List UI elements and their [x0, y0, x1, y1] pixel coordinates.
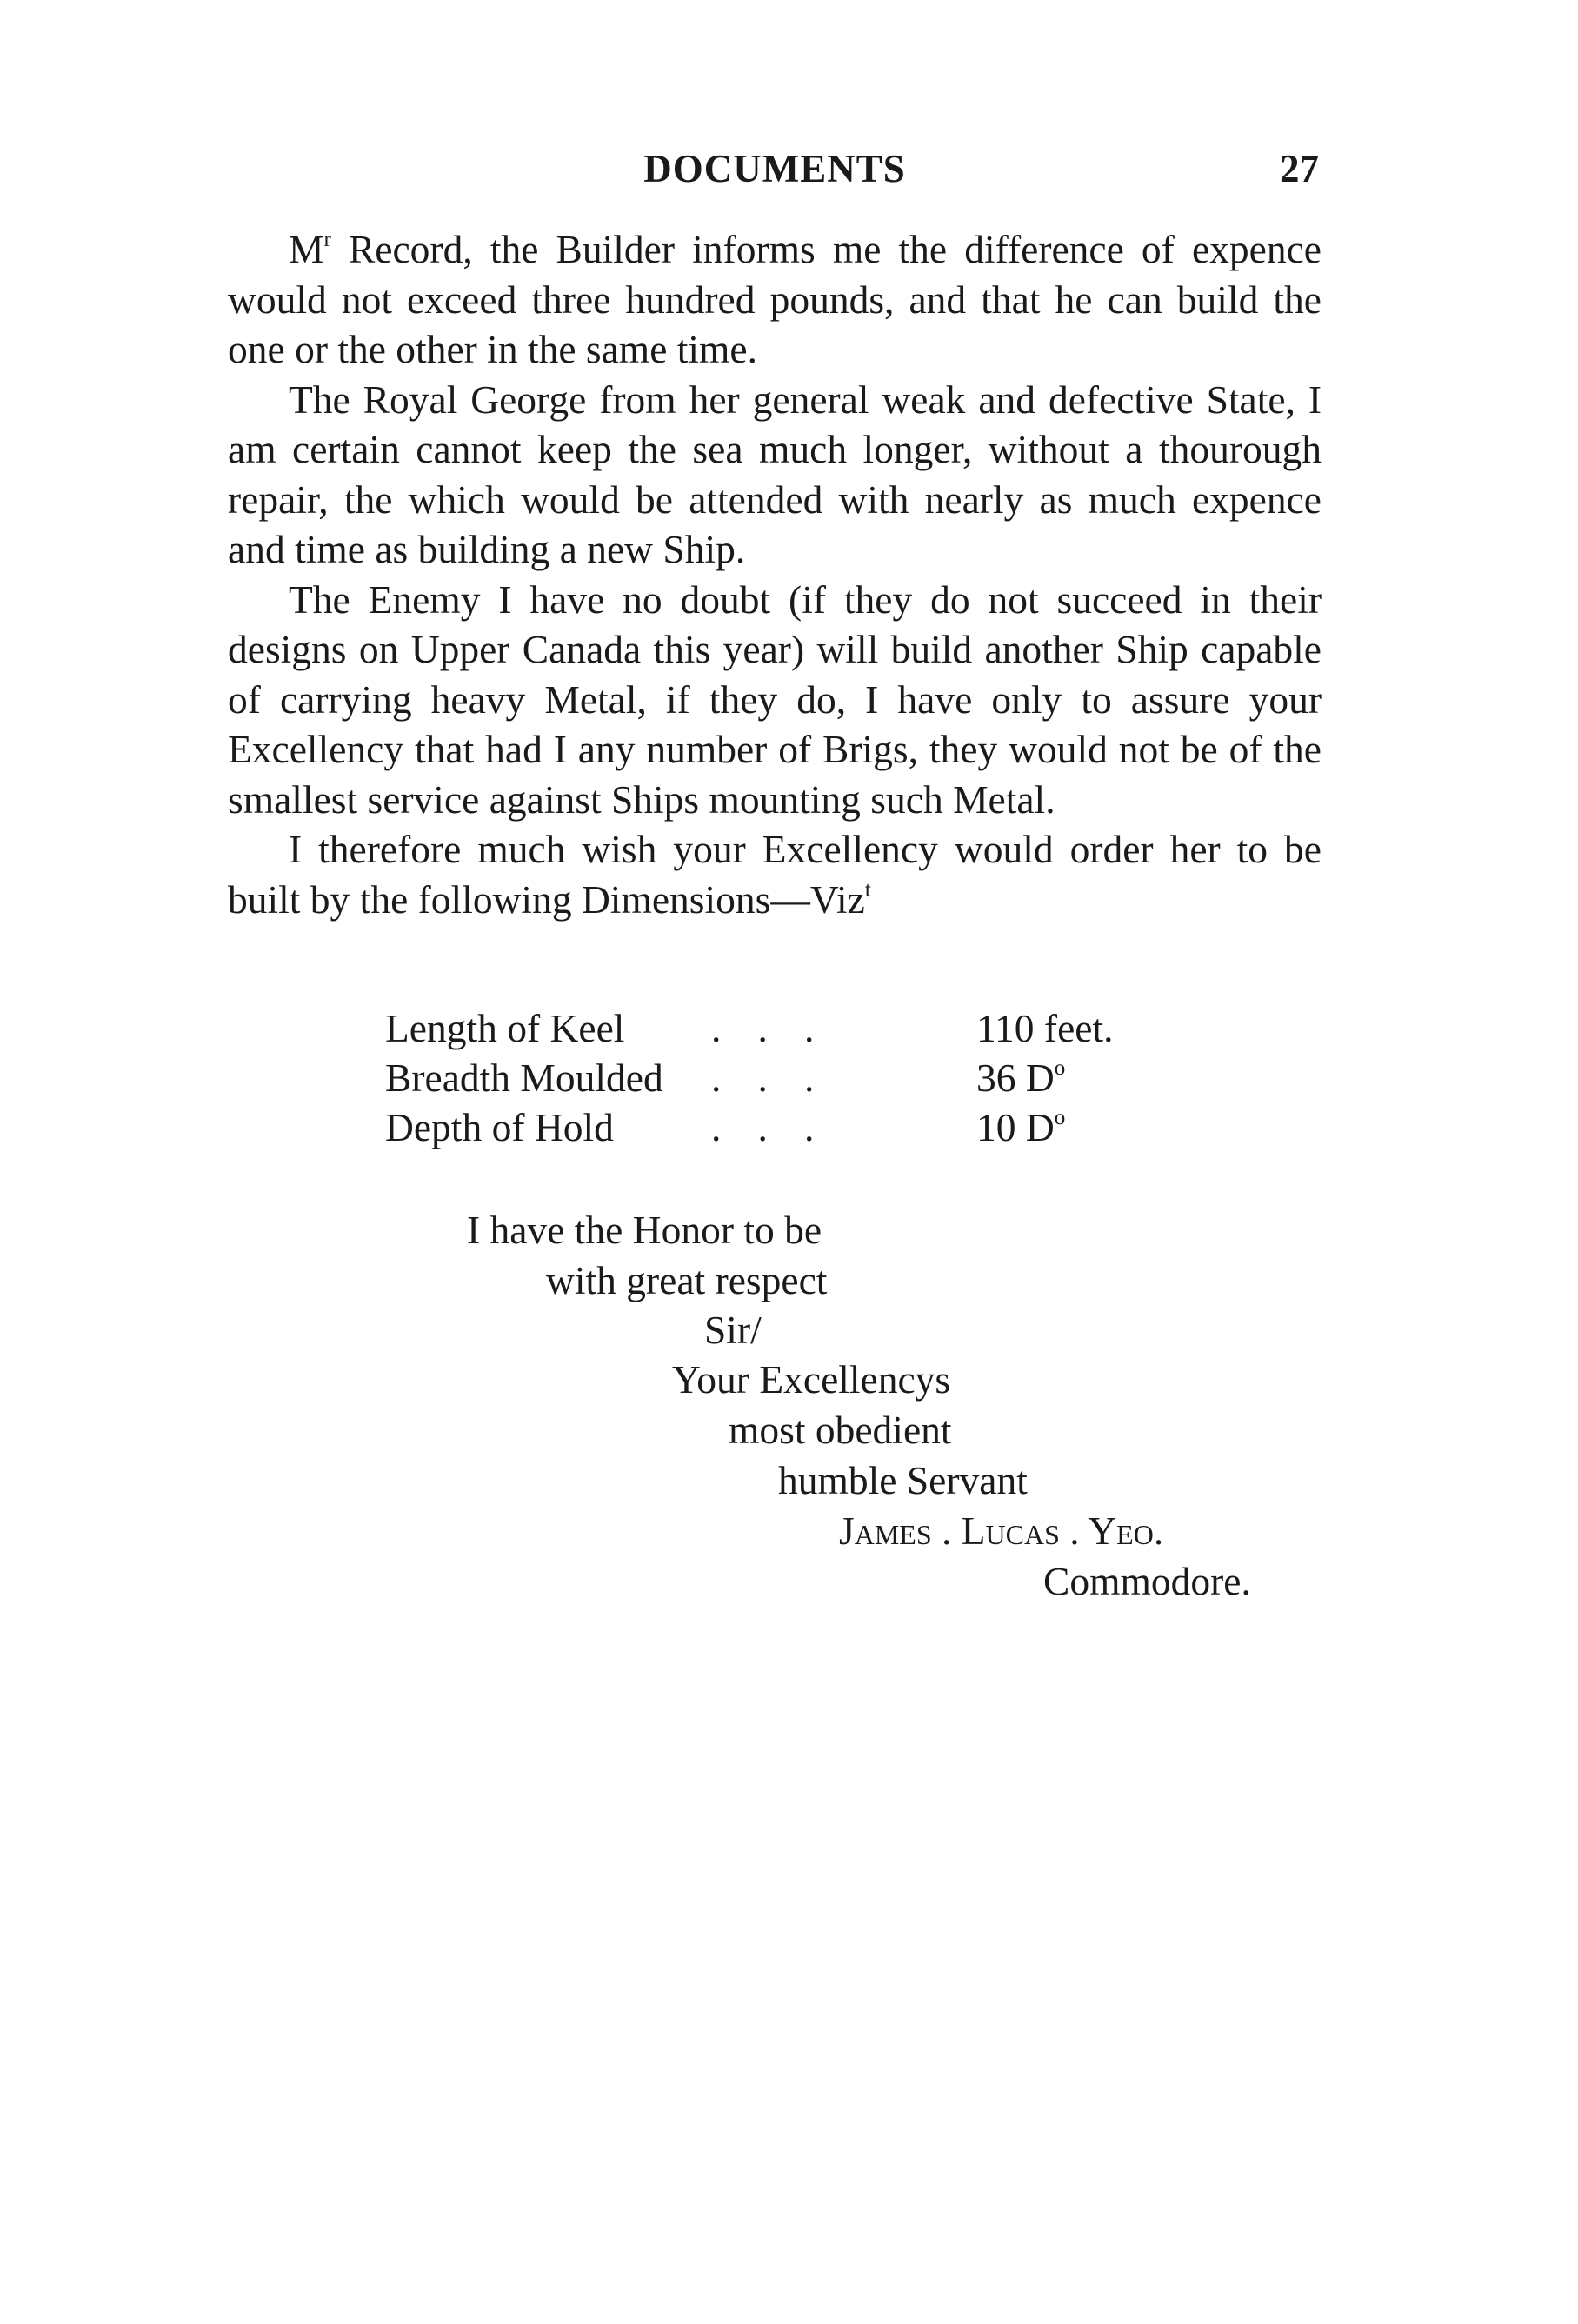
signature-title: Commodore. [1043, 1559, 1251, 1603]
dimension-value-superscript: o [1054, 1106, 1066, 1130]
dimension-value [976, 1055, 1065, 1101]
dimension-leader-dots: . . . [711, 1006, 816, 1050]
closing-line: I have the Honor to be [467, 1208, 822, 1252]
dimension-value-text: 10 D [976, 1105, 1055, 1149]
paragraph-dimensions-request [228, 824, 1322, 924]
closing-line: Sir/ [704, 1308, 762, 1352]
dimension-value-superscript: o [1054, 1056, 1066, 1081]
dimension-row [385, 1104, 1168, 1154]
dimension-label: Length of Keel [385, 1006, 625, 1050]
dimension-leader-dots: . . . [711, 1105, 816, 1149]
dimension-row [385, 1005, 1168, 1055]
dimension-value-text: 36 D [976, 1055, 1055, 1100]
dimensions-table [385, 1005, 1168, 1154]
dimension-value [976, 1104, 1065, 1150]
closing-line: most obedient [729, 1408, 952, 1452]
dimension-label: Depth of Hold [385, 1105, 614, 1149]
paragraph-enemy [228, 575, 1322, 825]
signature-name: James . Lucas . Yeo. [839, 1508, 1164, 1553]
dimension-label: Breadth Moulded [385, 1055, 663, 1100]
paragraph-trail-superscript: t [864, 877, 871, 902]
paragraph-text: The Enemy I have no doubt (if they do not succeed in their designs on Upper Canada this year) will build another Ship capable of carrying heavy Metal, if they do, I have only to assure your Excellency that had I any number of Brigs, they would not be of the smallest service against Ships mounting such Metal. [228, 576, 1322, 822]
dimension-value-text: 110 feet. [976, 1006, 1114, 1050]
paragraph-text: The Royal George from her general weak and defective State, I am certain cannot keep the sea much longer, without a thourough repair, the which would be attended with nearly as much expence and time as building a new Ship. [228, 376, 1322, 571]
letter-body [228, 224, 1322, 924]
dimension-value [976, 1005, 1114, 1051]
closing-line: humble Servant [778, 1458, 1028, 1502]
paragraph-lead-superscript: r [323, 228, 331, 252]
paragraph-builder-cost [228, 224, 1322, 375]
paragraph-royal-george [228, 375, 1322, 575]
closing-line: Your Excellencys [672, 1357, 951, 1402]
dimension-row [385, 1055, 1168, 1104]
dimension-leader-dots: . . . [711, 1055, 816, 1100]
running-head [230, 146, 1319, 198]
page-number: 27 [1280, 147, 1319, 190]
running-title: DOCUMENTS [643, 147, 906, 190]
paragraph-lead: M [289, 227, 324, 271]
paragraph-text: Record, the Builder informs me the difference of expence would not exceed three hundred pounds, and that he can build the one or the other in the same time. [228, 227, 1322, 371]
closing-line: with great respect [546, 1258, 828, 1302]
paragraph-text: I therefore much wish your Excellency would order her to be built by the following Dimensions—Viz [228, 827, 1322, 922]
